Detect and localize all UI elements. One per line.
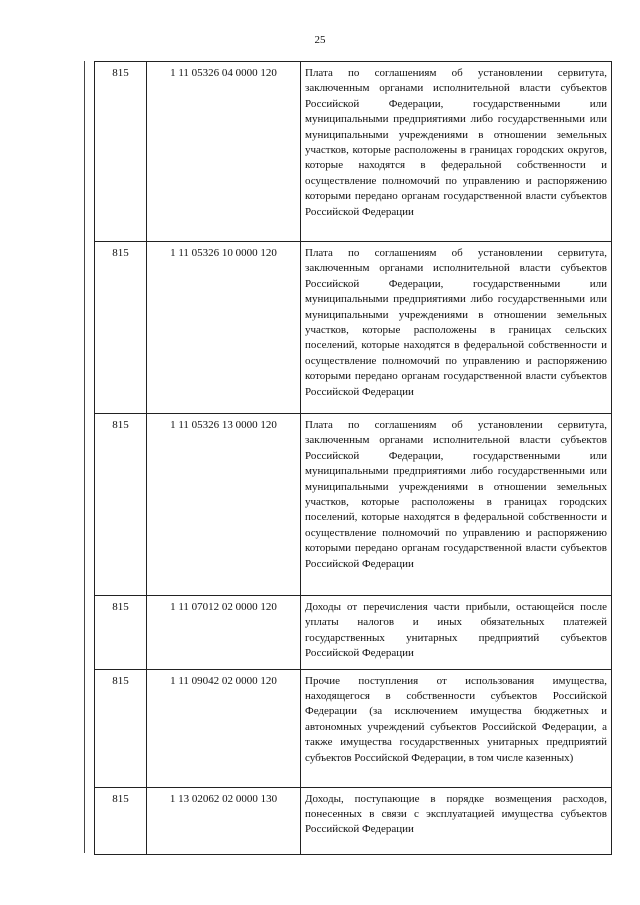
- left-margin-line: [84, 61, 85, 853]
- admin-code-cell: 815: [95, 669, 147, 787]
- admin-code-cell: 815: [95, 596, 147, 670]
- kbk-code-cell: 1 11 05326 10 0000 120: [147, 242, 301, 414]
- table-row: [95, 596, 612, 670]
- description-cell: Плата по соглашениям об установлении сервитута, заключенным органами исполнительной власти субъектов Российской Федерации, государственными или муниципальными предприятиями либо государственными или муниципальными учреждениями в отношении земельных участков, которые расположены в границах городских поселений, которые находятся в федеральной собственности и осуществление полномочий по управлению и распоряжению которыми передано органам государственной власти субъектов Российской Федерации: [301, 414, 612, 596]
- kbk-code-cell: 1 11 09042 02 0000 120: [147, 669, 301, 787]
- kbk-code-cell: 1 11 07012 02 0000 120: [147, 596, 301, 670]
- description-cell: Доходы, поступающие в порядке возмещения расходов, понесенных в связи с эксплуатацией имущества субъектов Российской Федерации: [301, 787, 612, 854]
- kbk-code-cell: 1 11 05326 13 0000 120: [147, 414, 301, 596]
- admin-code-cell: 815: [95, 414, 147, 596]
- description-cell: Плата по соглашениям об установлении сервитута, заключенным органами исполнительной власти субъектов Российской Федерации, государственными или муниципальными предприятиями либо государственными или муниципальными учреждениями в отношении земельных участков, которые расположены в границах сельских поселений, которые находятся в федеральной собственности и осуществление полномочий по управлению и распоряжению которыми передано органам государственной власти субъектов Российской Федерации: [301, 242, 612, 414]
- table-row: [95, 669, 612, 787]
- admin-code-cell: 815: [95, 242, 147, 414]
- table-row: [95, 787, 612, 854]
- admin-code-cell: 815: [95, 62, 147, 242]
- table-row: [95, 62, 612, 242]
- table-row: [95, 414, 612, 596]
- page-number: 25: [314, 34, 326, 46]
- description-cell: Прочие поступления от использования имущества, находящегося в собственности субъектов Российской Федерации (за исключением имущества бюджетных и автономных учреждений субъектов Российской Федерации, а также имущества государственных унитарных предприятий субъектов Российской Федерации, в том числе казенных): [301, 669, 612, 787]
- revenue-codes-table: [94, 61, 612, 855]
- description-cell: Доходы от перечисления части прибыли, остающейся после уплаты налогов и иных обязательных платежей государственных унитарных предприятий субъектов Российской Федерации: [301, 596, 612, 670]
- kbk-code-cell: 1 13 02062 02 0000 130: [147, 787, 301, 854]
- table-row: [95, 242, 612, 414]
- kbk-code-cell: 1 11 05326 04 0000 120: [147, 62, 301, 242]
- description-cell: Плата по соглашениям об установлении сервитута, заключенным органами исполнительной власти субъектов Российской Федерации, государственными или муниципальными предприятиями либо государственными или муниципальными учреждениями в отношении земельных участков, которые расположены в границах городских округов, которые находятся в федеральной собственности и осуществление полномочий по управлению и распоряжению которыми передано органам государственной власти субъектов Российской Федерации: [301, 62, 612, 242]
- admin-code-cell: 815: [95, 787, 147, 854]
